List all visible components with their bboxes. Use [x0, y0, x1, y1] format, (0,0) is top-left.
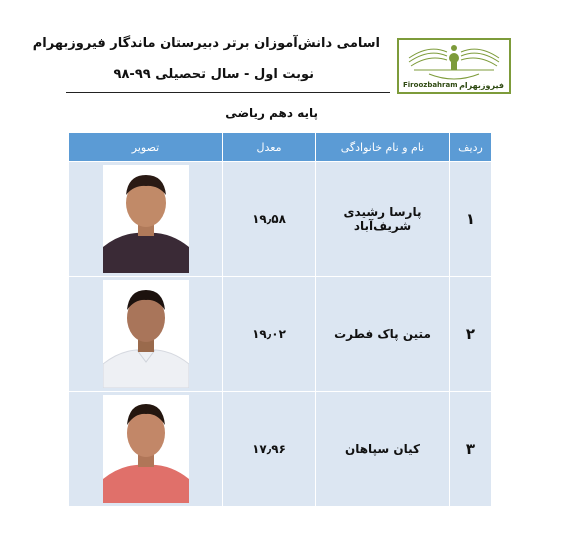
table-row [69, 162, 492, 277]
average-cell: ۱۹٫۰۲ [223, 277, 316, 392]
logo-latin-text: Firoozbahram [403, 81, 458, 89]
logo-persian-text: فیروزبهرام [459, 81, 504, 90]
name-cell: متین پاک فطرت [316, 277, 450, 392]
page-subtitle: نوبت اول - سال تحصیلی ۹۹-۹۸ [113, 67, 314, 82]
average-cell: ۱۹٫۵۸ [223, 162, 316, 277]
page-title: اسامی دانش‌آموزان برتر دبیرستان ماندگار فیروزبهرام [32, 36, 380, 51]
photo-cell [69, 277, 223, 392]
name-cell: کیان سپاهان [316, 392, 450, 507]
student-photo [103, 395, 189, 503]
title-divider [66, 92, 390, 93]
portrait-icon [103, 165, 189, 273]
rank-cell: ۲ [450, 277, 492, 392]
portrait-icon [103, 395, 189, 503]
portrait-icon [103, 280, 189, 388]
grade-label: پایه دهم ریاضی [225, 106, 318, 120]
name-cell: پارسا رشیدی شریف‌آباد [316, 162, 450, 277]
photo-cell [69, 392, 223, 507]
photo-cell [69, 162, 223, 277]
table-row [69, 392, 492, 507]
students-table [68, 132, 492, 507]
column-header-photo: تصویر [69, 133, 223, 162]
column-header-name: نام و نام خانوادگی [316, 133, 450, 162]
column-header-average: معدل [223, 133, 316, 162]
average-cell: ۱۷٫۹۶ [223, 392, 316, 507]
table-row [69, 277, 492, 392]
school-logo [397, 38, 511, 94]
rank-cell: ۱ [450, 162, 492, 277]
student-photo [103, 280, 189, 388]
table-header-row [69, 133, 492, 162]
column-header-rank: ردیف [450, 133, 492, 162]
student-photo [103, 165, 189, 273]
rank-cell: ۳ [450, 392, 492, 507]
